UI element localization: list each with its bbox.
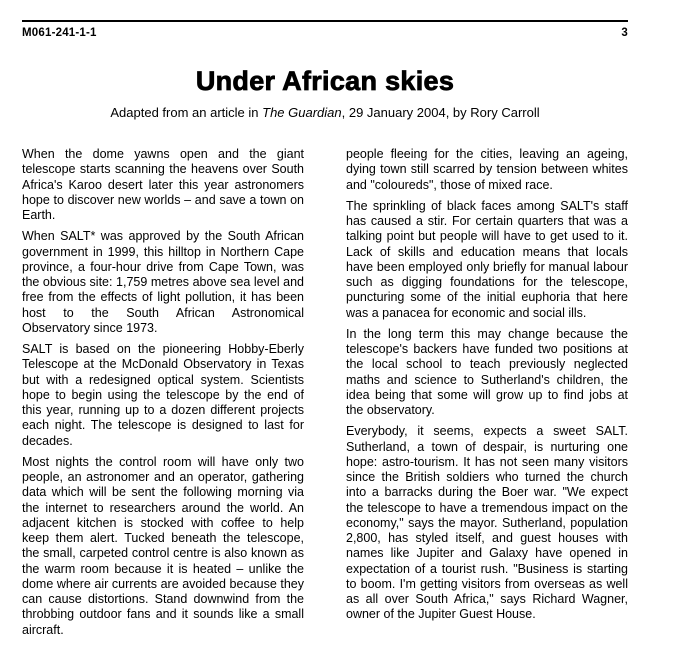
paragraph: SALT is based on the pioneering Hobby-Eberly Telescope at the McDonald Observatory in Texas but with a redesigned optical system. Scientists hope to begin using the telescope by the end of this year, running up to a dozen different projects each night. The telescope is designed to last for decades. <box>22 342 304 448</box>
header-rule <box>22 20 628 22</box>
paragraph: The sprinkling of black faces among SALT's staff has caused a stir. For certain quarters that was a talking point but people will have to get used to it. Lack of skills and education means that locals have been employed only briefly for manual labour such as digging foundations for the telescope, puncturing some of the initial euphoria that here was a panacea for economic and social ills. <box>346 198 628 320</box>
page-header <box>22 27 628 39</box>
article-subtitle <box>22 105 628 120</box>
paragraph: When the dome yawns open and the giant telescope starts scanning the heavens over South Africa's Karoo desert later this year astronomers hope to discover new worlds – and save a town on Earth. <box>22 147 304 222</box>
page-number: 3 <box>621 27 628 39</box>
article-body <box>22 147 628 644</box>
article-title: Under African skies <box>195 66 455 96</box>
paragraph: Most nights the control room will have only two people, an astronomer and an operator, gathering data which will be sent the following morning via the internet to researchers around the world. An adjacent kitchen is stocked with coffee to help keep them alert. Tucked beneath the telescope, the small, carpeted control centre is also known as the warm room because it is heated – unlike the dome where air currents are avoided because they can cause distortions. Stand downwind from the throbbing outdoor fans and it sounds like a small aircraft. <box>22 454 304 637</box>
subtitle-prefix: Adapted from an article in <box>110 105 263 120</box>
document-code: M061-241-1-1 <box>22 27 97 39</box>
paragraph: When SALT* was approved by the South African government in 1999, this hilltop in Northern Cape province, a four-hour drive from Cape Town, was the obvious site: 1,759 metres above sea level and free from the effects of light pollution, it has been host to the South African Astronomical Observatory since 1973. <box>22 229 304 335</box>
paragraph: people fleeing for the cities, leaving an ageing, dying town still scarred by tension between whites and "coloureds", those of mixed race. <box>346 147 628 192</box>
paragraph: Everybody, it seems, expects a sweet SALT. Sutherland, a town of despair, is nurturing one hope: astro-tourism. It has not seen many visitors since the British soldiers who turned the church into a barracks during the Boer war. "We expect the telescope to have a tremendous impact on the economy," says the mayor. Sutherland, population 2,800, has styled itself, and guest houses with names like Jupiter and Galaxy have opened in expectation of a tourist rush. "Business is starting to boom. I'm getting visitors from overseas as well as all over South Africa," says Richard Wagner, owner of the Jupiter Guest House. <box>346 424 628 622</box>
paragraph: In the long term this may change because the telescope's backers have funded two positions at the local school to teach previously neglected maths and science to Sutherland's children, the idea being that some will grow up to find jobs at the observatory. <box>346 326 628 417</box>
left-column <box>22 147 304 644</box>
subtitle-source-name: The Guardian <box>262 105 342 120</box>
subtitle-suffix: , 29 January 2004, by Rory Carroll <box>341 105 540 120</box>
right-column <box>346 147 628 644</box>
